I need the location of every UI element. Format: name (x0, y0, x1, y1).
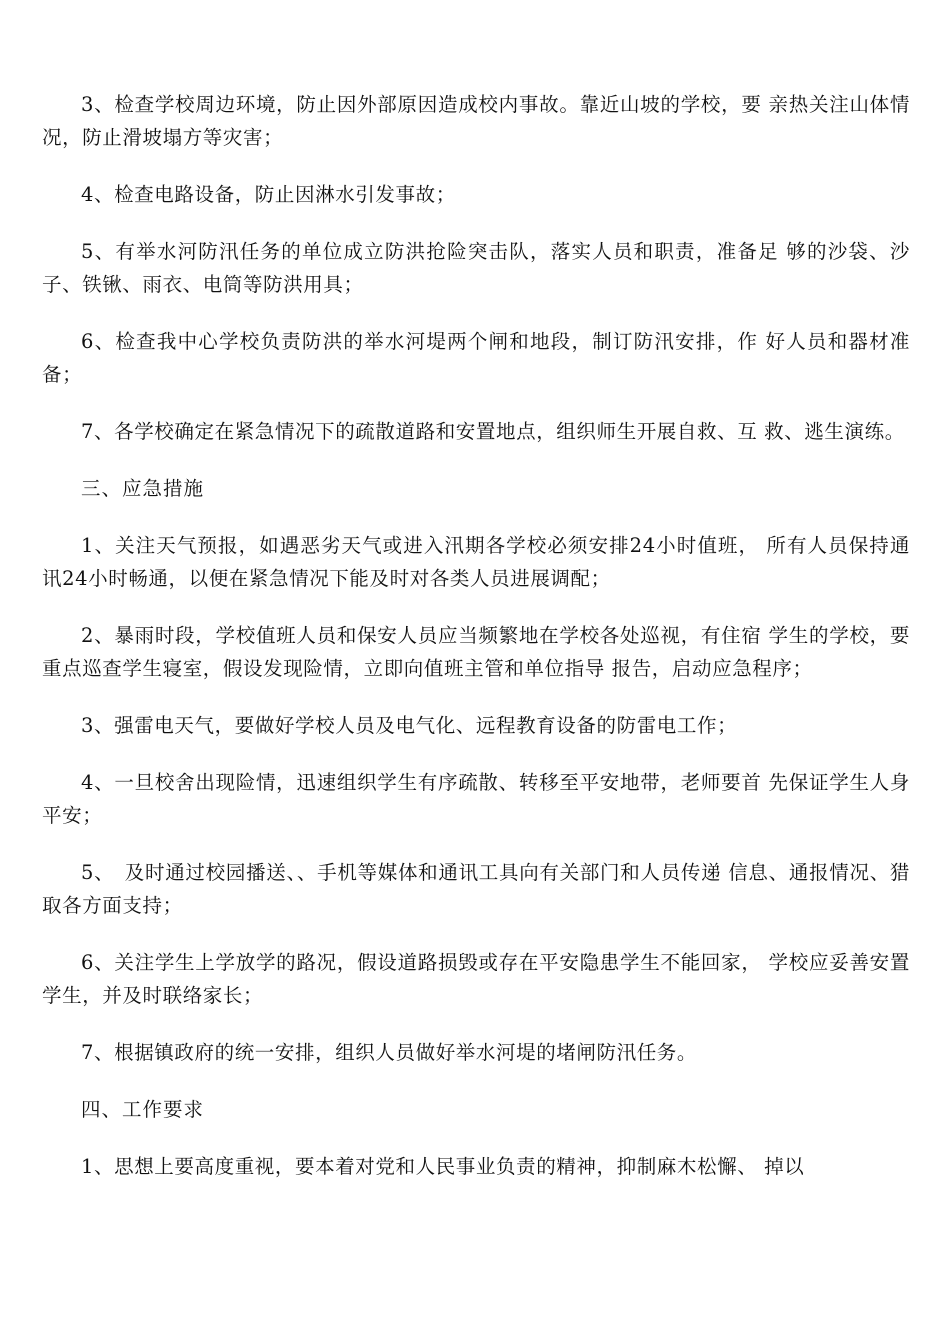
paragraph-evacuation-drill: 7、各学校确定在紧急情况下的疏散道路和安置地点，组织师生开展自救、互 救、逃生演练。 (81, 420, 905, 443)
paragraph-flood-team: 5、有举水河防汛任务的单位成立防洪抢险突击队，落实人员和职责，准备足 够的沙袋、沙子、铁锹、雨衣、电筒等防洪用具； (42, 240, 910, 296)
paragraph-weather-forecast: 1、关注天气预报，如遇恶劣天气或进入汛期各学校必须安排24小时值班， 所有人员保持通讯24小时畅通，以便在紧急情况下能及时对各类人员进展调配； (42, 534, 910, 590)
paragraph-attitude: 1、思想上要高度重视，要本着对党和人民事业负责的精神，抑制麻木松懈、 掉以 (81, 1155, 805, 1178)
paragraph-levee-check: 6、检查我中心学校负责防洪的举水河堤两个闸和地段，制订防汛安排，作 好人员和器材准备； (42, 330, 910, 386)
paragraph-rainstorm-patrol: 2、暴雨时段，学校值班人员和保安人员应当频繁地在学校各处巡视，有住宿 学生的学校，要重点巡查学生寝室，假设发现险情，立即向值班主管和单位指导 报告，启动应急程序； (42, 624, 910, 680)
paragraph-communication: 5、 及时通过校园播送、、手机等媒体和通讯工具向有关部门和人员传递 信息、通报情况、猎取各方面支持； (42, 861, 910, 917)
paragraph-town-arrangement: 7、根据镇政府的统一安排，组织人员做好举水河堤的堵闸防汛任务。 (81, 1041, 698, 1064)
document-page (42, 88, 910, 1207)
paragraph-lightning: 3、强雷电天气，要做好学校人员及电气化、远程教育设备的防雷电工作； (81, 714, 738, 737)
paragraph-evacuate-students: 4、一旦校舍出现险情，迅速组织学生有序疏散、转移至平安地带，老师要首 先保证学生人身平安； (42, 771, 910, 827)
paragraph-check-surroundings: 3、检查学校周边环境，防止因外部原因造成校内事故。靠近山坡的学校，要 亲热关注山体情况，防止滑坡塌方等灾害； (42, 93, 910, 149)
section-heading-emergency-measures: 三、应急措施 (81, 477, 205, 500)
paragraph-check-circuits: 4、检查电路设备，防止因淋水引发事故； (81, 183, 456, 206)
section-heading-work-requirements: 四、工作要求 (81, 1098, 205, 1121)
paragraph-road-conditions: 6、关注学生上学放学的路况，假设道路损毁或存在平安隐患学生不能回家， 学校应妥善安置学生，并及时联络家长； (42, 951, 910, 1007)
